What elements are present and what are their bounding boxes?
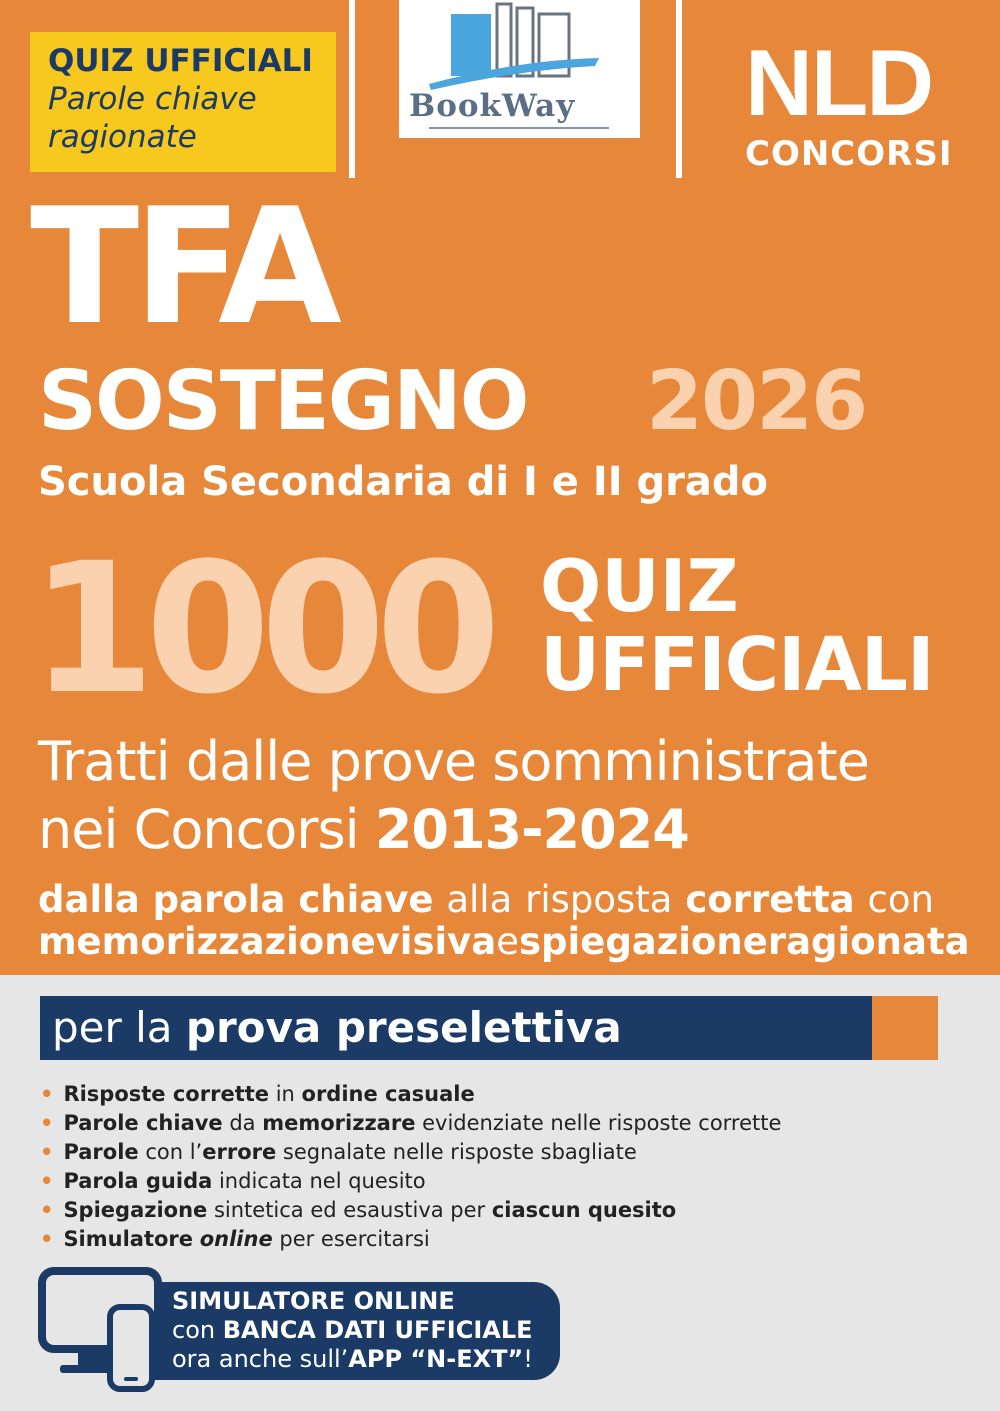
simulator-text (172, 1287, 533, 1374)
kw-word: alla (446, 878, 513, 921)
bookway-wordmark: BookWay (409, 88, 576, 124)
title-grade: Scuola Secondaria di I e II grado (38, 459, 768, 505)
nld-mark: NLD (745, 30, 933, 135)
list-item: • Risposte corrette in ordine casuale (40, 1082, 475, 1106)
title-year: 2026 (646, 354, 867, 449)
kw-word: memorizzazione (38, 920, 376, 963)
kw-word: chiave (298, 878, 434, 921)
list-item: • Spiegazione sintetica ed esaustiva per ciascun quesito (40, 1198, 677, 1222)
band-prefix: per la (52, 1003, 173, 1052)
badge-subtitle-2: ragionate (48, 119, 197, 155)
nld-concorsi-logo (745, 30, 955, 174)
list-item: • Parola guida indicata nel quesito (40, 1169, 426, 1193)
list-item: • Parole con l’errore segnalate nelle risposte sbagliate (40, 1140, 637, 1164)
simulator-title: SIMULATORE ONLINE (172, 1287, 455, 1315)
headline-count: 1000 (30, 525, 491, 734)
title-sostegno: SOSTEGNO (38, 354, 528, 449)
kw-word: ragionata (767, 920, 970, 963)
kw-word: e (496, 920, 520, 963)
source-line-1: Tratti dalle prove somministrate (38, 730, 869, 793)
badge-subtitle-1: Parole chiave (48, 81, 257, 117)
band-accent (872, 996, 938, 1060)
simulator-line3-suffix: ! (523, 1345, 533, 1373)
simulator-line2-prefix: con (172, 1316, 216, 1344)
bookway-logo (399, 0, 640, 138)
source-prefix: nei Concorsi (38, 798, 359, 861)
quiz-ufficiali-badge (30, 32, 336, 172)
keywords-line-2 (38, 920, 970, 964)
bullet-dot-icon: • (40, 1082, 54, 1106)
kw-word: risposta (525, 878, 673, 921)
list-item: • Simulatore online per esercitarsi (40, 1227, 430, 1251)
header-divider-left (349, 0, 355, 178)
title-tfa: TFA (30, 173, 336, 360)
simulator-line3-bold: APP “N-EXT” (348, 1345, 524, 1373)
kw-word: dalla (38, 878, 140, 921)
headline-ufficiali: UFFICIALI (540, 622, 934, 708)
badge-title: QUIZ UFFICIALI (48, 43, 313, 79)
feature-list (40, 1080, 781, 1254)
headline-quiz: QUIZ (540, 544, 739, 628)
header-divider-right (676, 0, 682, 178)
simulator-line3-prefix: ora anche sull’ (172, 1345, 349, 1373)
nld-sub: CONCORSI (745, 134, 953, 174)
computer-monitor-icon (38, 1265, 168, 1395)
kw-word: parola (152, 878, 286, 921)
bullet-dot-icon: • (40, 1198, 54, 1222)
kw-word: visiva (375, 920, 497, 963)
bullet-dot-icon: • (40, 1227, 54, 1251)
keywords-line-1 (38, 878, 934, 922)
kw-word: corretta (685, 878, 855, 921)
simulator-line2-bold: BANCA DATI UFFICIALE (222, 1316, 533, 1344)
band-highlight: prova preselettiva (185, 1003, 622, 1052)
source-line-2 (38, 798, 689, 862)
bullet-dot-icon: • (40, 1111, 54, 1135)
list-item: • Parole chiave da memorizzare evidenziate nelle risposte corrette (40, 1111, 782, 1135)
smartphone-icon (110, 1307, 152, 1389)
source-years: 2013-2024 (374, 798, 689, 861)
kw-word: spiegazione (519, 920, 768, 963)
band-text (52, 1001, 622, 1055)
bullet-dot-icon: • (40, 1169, 54, 1193)
kw-word: con (867, 878, 934, 921)
bullet-dot-icon: • (40, 1140, 54, 1164)
